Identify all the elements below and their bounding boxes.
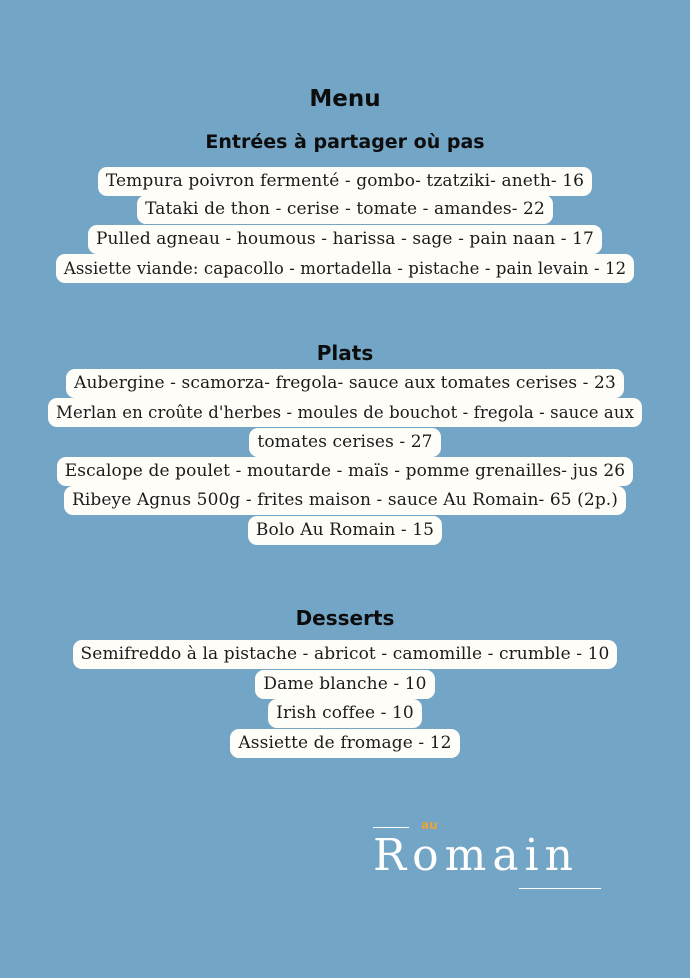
menu-item: tomates cerises - 27 <box>249 428 440 457</box>
menu-item: Assiette viande: capacollo - mortadella - pistache - pain levain - 12 <box>56 254 634 283</box>
logo-wordmark: Romain <box>373 830 579 881</box>
menu-item: Pulled agneau - houmous - harissa - sage - pain naan - 17 <box>88 225 602 254</box>
menu-line <box>0 516 690 545</box>
menu-line <box>0 428 690 457</box>
menu-item: Ribeye Agnus 500g - frites maison - sauce Au Romain- 65 (2p.) <box>64 486 626 515</box>
menu-line <box>0 729 690 758</box>
section-title-plats: Plats <box>316 341 374 365</box>
menu-line <box>0 640 690 669</box>
menu-item: Aubergine - scamorza- fregola- sauce aux tomates cerises - 23 <box>66 369 624 398</box>
menu-item: Dame blanche - 10 <box>255 670 434 699</box>
menu-line <box>0 670 690 699</box>
logo-au: au <box>421 818 438 832</box>
menu-line <box>0 254 690 283</box>
logo-rule-top <box>373 827 409 828</box>
menu-item: Tempura poivron fermenté - gombo- tzatziki- aneth- 16 <box>98 167 592 196</box>
menu-item: Merlan en croûte d'herbes - moules de bouchot - fregola - sauce aux <box>48 398 642 427</box>
logo-rule-bottom <box>519 888 601 889</box>
menu-line <box>0 457 690 486</box>
menu-item: Tataki de thon - cerise - tomate - amandes- 22 <box>137 195 553 224</box>
menu-line <box>0 225 690 254</box>
menu-line <box>0 369 690 398</box>
menu-line <box>0 195 690 224</box>
menu-item: Bolo Au Romain - 15 <box>248 516 442 545</box>
menu-line <box>0 699 690 728</box>
menu-item: Irish coffee - 10 <box>268 699 422 728</box>
menu-item: Escalope de poulet - moutarde - maïs - pomme grenailles- jus 26 <box>57 457 633 486</box>
menu-line <box>0 167 690 196</box>
section-title-desserts: Desserts <box>295 606 395 630</box>
menu-line <box>0 486 690 515</box>
menu-line <box>0 398 690 427</box>
section-title-entrees: Entrées à partager où pas <box>205 131 485 153</box>
menu-item: Assiette de fromage - 12 <box>230 729 459 758</box>
menu-item: Semifreddo à la pistache - abricot - camomille - crumble - 10 <box>73 640 618 669</box>
menu-title: Menu <box>309 86 381 112</box>
